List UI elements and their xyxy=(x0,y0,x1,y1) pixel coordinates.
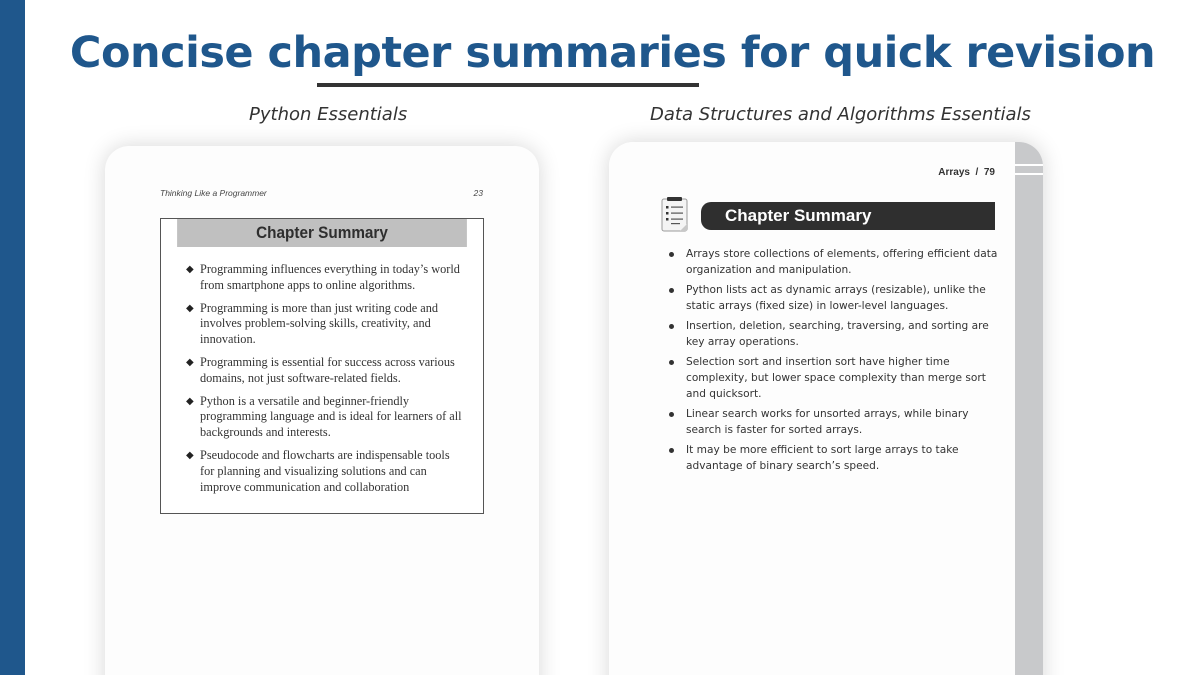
right-book-page xyxy=(609,142,1015,675)
right-running-head: Arrays / 79 xyxy=(938,167,995,178)
list-item xyxy=(667,354,999,402)
summary-banner-bar xyxy=(701,202,995,230)
left-chapter-title: Thinking Like a Programmer xyxy=(160,188,267,198)
list-item xyxy=(186,262,463,294)
list-item-text: It may be more efficient to sort large arrays to take advantage of binary search’s speed. xyxy=(686,444,959,472)
right-page-edge-tab xyxy=(1015,142,1043,675)
right-book xyxy=(609,142,1043,675)
list-item xyxy=(186,394,463,441)
left-book-caption: Python Essentials xyxy=(249,104,408,125)
dot-icon xyxy=(669,360,674,365)
list-item xyxy=(667,406,999,438)
left-summary-list xyxy=(161,247,483,495)
list-item-text: Programming is essential for success across various domains, not just software-related fields. xyxy=(200,354,455,385)
accent-side-bar xyxy=(0,0,25,675)
list-item-text: Programming is more than just writing code and involves problem-solving skills, creativity, and innovation. xyxy=(200,300,439,347)
edge-stripe xyxy=(1015,164,1043,166)
dot-icon xyxy=(669,324,674,329)
list-item-text: Pseudocode and flowcharts are indispensable tools for planning and visualizing solutions and can improve communication and collaboration xyxy=(200,447,450,494)
list-item-text: Selection sort and insertion sort have higher time complexity, but lower space complexity than merge sort and quicksort. xyxy=(686,356,986,400)
list-item-text: Python lists act as dynamic arrays (resizable), unlike the static arrays (fixed size) in lower-level languages. xyxy=(686,284,986,312)
list-item-text: Python is a versatile and beginner-friendly programming language and is ideal for learners of all backgrounds and interests. xyxy=(200,393,462,440)
diamond-icon: ◆ xyxy=(186,395,194,407)
left-book-page xyxy=(105,146,539,675)
dot-icon xyxy=(669,252,674,257)
list-item-text: Arrays store collections of elements, offering efficient data organization and manipulation. xyxy=(686,248,998,276)
dot-icon xyxy=(669,288,674,293)
clipboard-checklist-icon xyxy=(661,196,689,232)
diamond-icon: ◆ xyxy=(186,264,194,275)
dot-icon xyxy=(669,412,674,417)
list-item xyxy=(667,318,999,350)
left-summary-heading: Chapter Summary xyxy=(177,219,467,247)
right-summary-banner xyxy=(661,196,995,232)
diamond-icon: ◆ xyxy=(186,449,194,461)
list-item-text: Programming influences everything in today’s world from smartphone apps to online algorithms. xyxy=(200,262,460,292)
slide-title: Concise chapter summaries for quick revision xyxy=(69,28,1156,78)
diamond-icon: ◆ xyxy=(186,302,194,314)
list-item xyxy=(667,442,999,474)
right-book-caption: Data Structures and Algorithms Essentials xyxy=(650,104,1031,125)
list-item xyxy=(186,355,463,387)
list-item xyxy=(667,282,999,314)
list-item xyxy=(186,301,463,348)
title-underline xyxy=(317,83,699,87)
list-item xyxy=(186,448,463,495)
left-running-head xyxy=(160,188,483,198)
list-item-text: Insertion, deletion, searching, traversing, and sorting are key array operations. xyxy=(686,320,989,348)
edge-stripe xyxy=(1015,173,1043,175)
list-item xyxy=(667,246,999,278)
dot-icon xyxy=(669,448,674,453)
list-item-text: Linear search works for unsorted arrays, while binary search is faster for sorted arrays. xyxy=(686,408,969,436)
left-chapter-summary-box xyxy=(160,218,484,514)
left-page-number: 23 xyxy=(473,188,483,198)
right-summary-heading: Chapter Summary xyxy=(725,206,872,225)
right-summary-list xyxy=(667,246,999,478)
diamond-icon: ◆ xyxy=(186,356,194,368)
